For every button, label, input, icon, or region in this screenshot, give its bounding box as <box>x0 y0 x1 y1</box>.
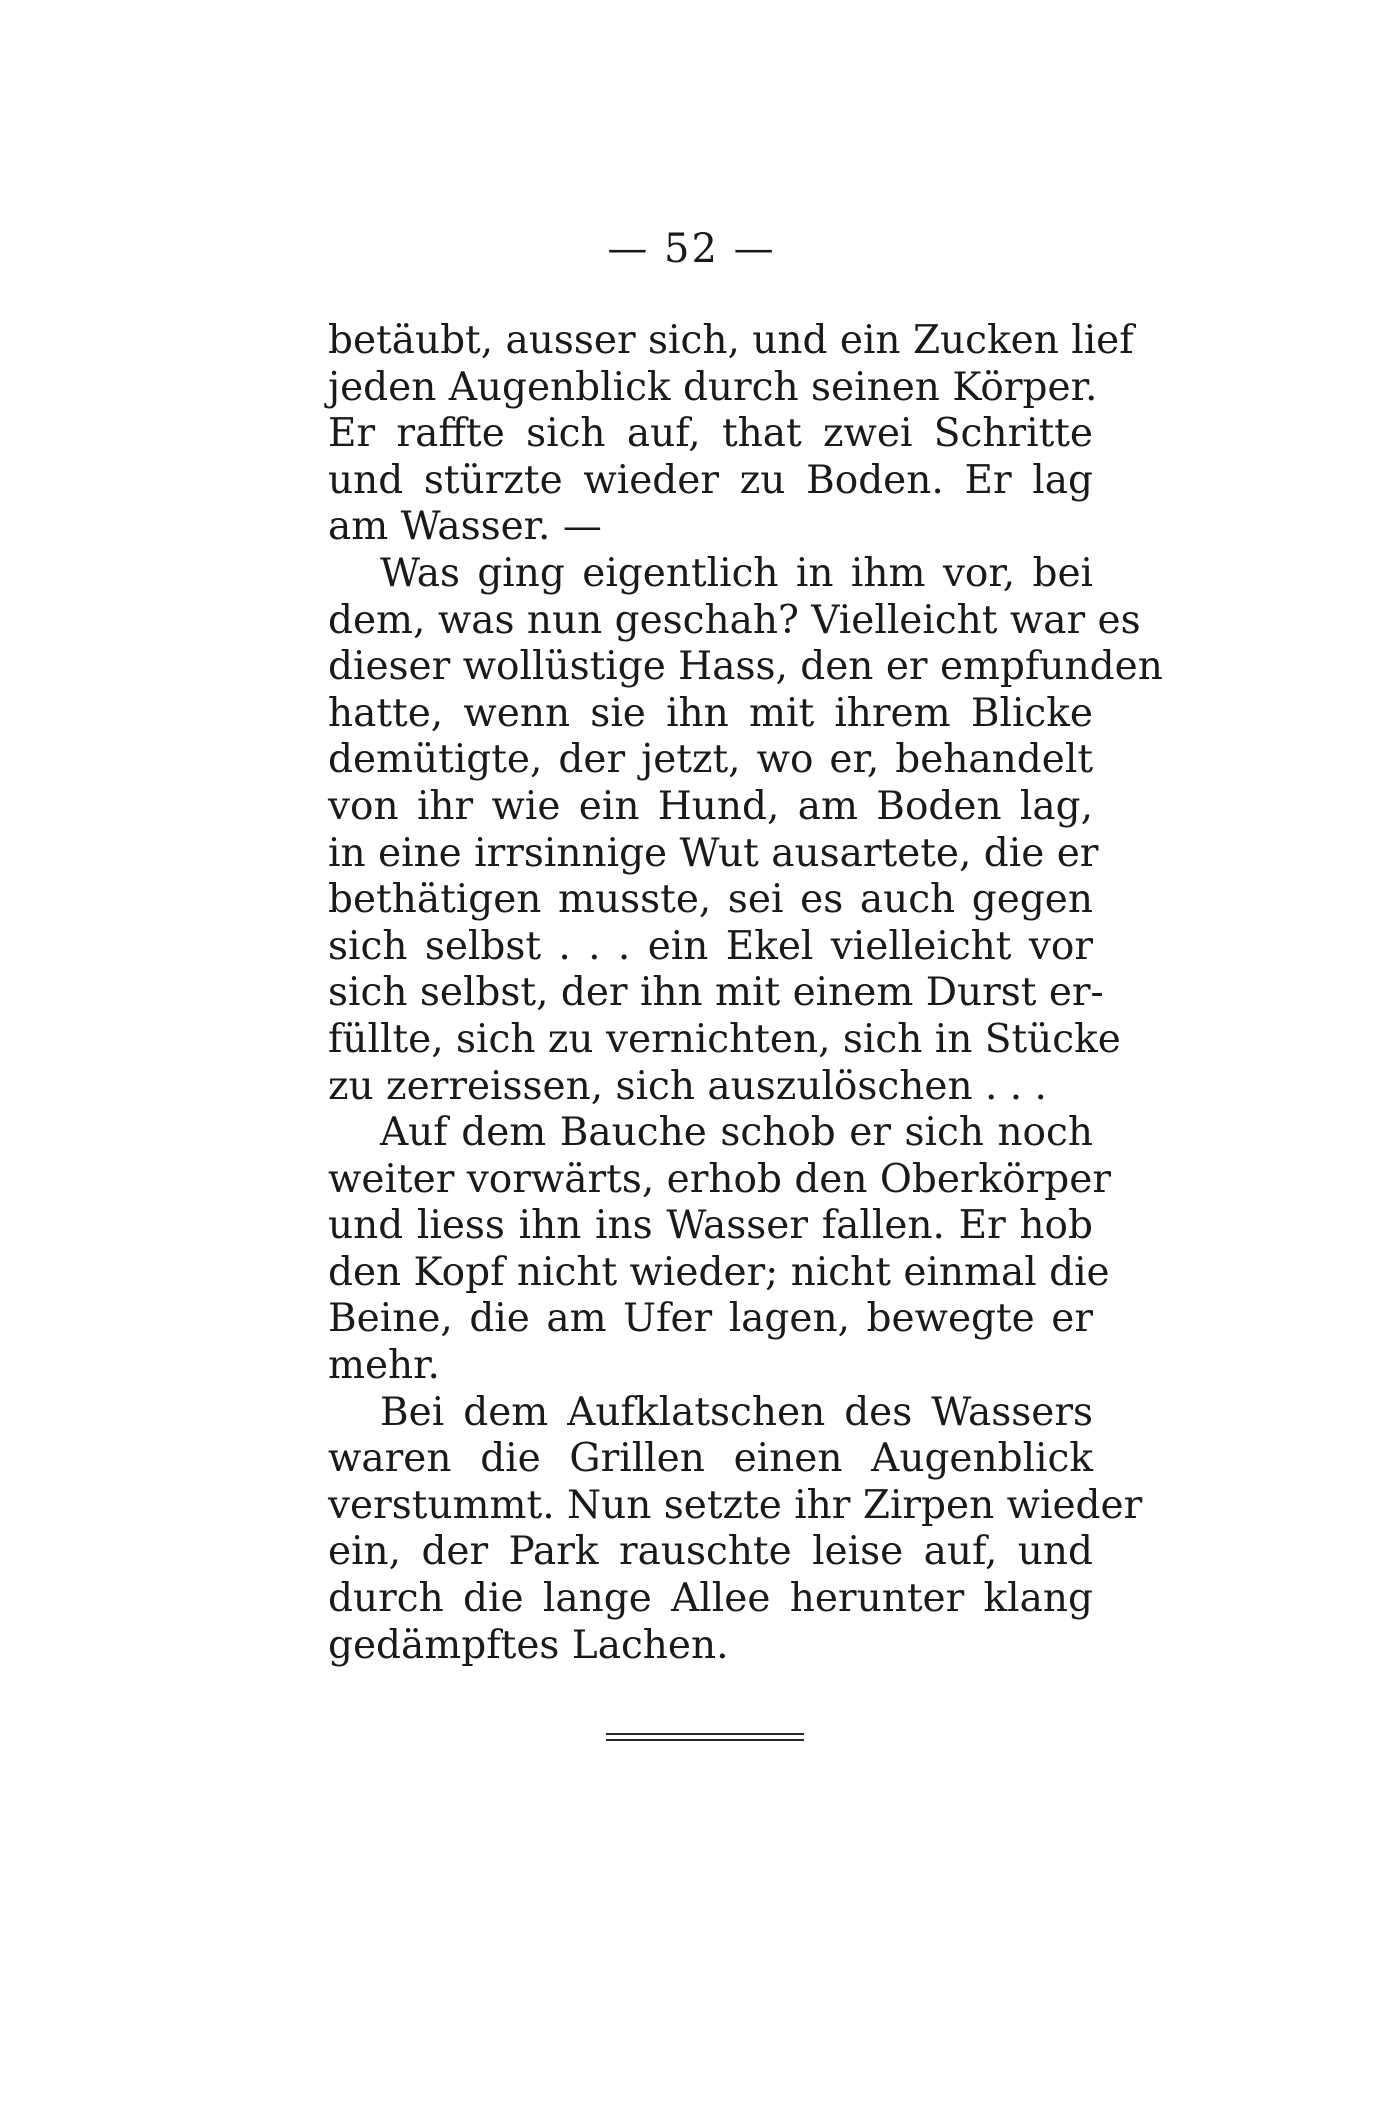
text-line: hatte, wenn sie ihn mit ihrem Blicke <box>328 690 1093 736</box>
text-line: Beine, die am Ufer lagen, bewegte er <box>328 1296 1093 1342</box>
text-line: Auf dem Bauche schob er sich noch <box>380 1110 1093 1156</box>
text-line: Bei dem Aufklatschen des Wassers <box>380 1389 1093 1435</box>
text-line: verstummt. Nun setzte ihr Zirpen wieder <box>328 1482 1143 1528</box>
text-line: und liess ihn ins Wasser fallen. Er hob <box>328 1203 1093 1249</box>
paragraph-2 <box>328 550 1163 1110</box>
text-line: füllte, sich zu vernichten, sich in Stücke <box>328 1016 1121 1062</box>
page-number: — 52 — <box>607 226 776 272</box>
text-line: bethätigen musste, sei es auch gegen <box>328 877 1093 923</box>
rule-line <box>606 1733 804 1735</box>
text-line: am Wasser. — <box>328 504 602 550</box>
text-line: dieser wollüstige Hass, den er empfunden <box>328 644 1163 690</box>
text-line: waren die Grillen einen Augenblick <box>328 1436 1093 1482</box>
text-line: sich selbst, der ihn mit einem Durst er- <box>328 970 1104 1016</box>
text-line: demütigte, der jetzt, wo er, behandelt <box>328 737 1093 783</box>
text-line: mehr. <box>328 1343 440 1389</box>
text-line: und stürzte wieder zu Boden. Er lag <box>328 457 1093 503</box>
text-line: Er raffte sich auf, that zwei Schritte <box>328 411 1093 457</box>
text-line: den Kopf nicht wieder; nicht einmal die <box>328 1249 1110 1295</box>
text-line: weiter vorwärts, erhob den Oberkörper <box>328 1156 1111 1202</box>
paragraph-1 <box>328 318 1134 551</box>
text-line: von ihr wie ein Hund, am Boden lag, <box>328 783 1093 829</box>
end-double-rule <box>606 1733 804 1741</box>
text-line: zu zerreissen, sich auszulöschen . . . <box>328 1063 1047 1109</box>
text-line: sich selbst . . . ein Ekel vielleicht vor <box>328 923 1093 969</box>
paragraph-4 <box>328 1389 1143 1670</box>
text-line: jeden Augenblick durch seinen Körper. <box>328 364 1098 410</box>
rule-line <box>606 1739 804 1741</box>
body-text <box>328 318 1163 1669</box>
text-line: Was ging eigentlich in ihm vor, bei <box>380 550 1093 596</box>
text-line: gedämpftes Lachen. <box>328 1622 729 1668</box>
paragraph-3 <box>328 1110 1111 1390</box>
text-line: ein, der Park rauschte leise auf, und <box>328 1529 1093 1575</box>
text-line: durch die lange Allee herunter klang <box>328 1576 1093 1622</box>
text-line: in eine irrsinnige Wut ausartete, die er <box>328 830 1099 876</box>
text-line: betäubt, ausser sich, und ein Zucken lief <box>328 318 1134 363</box>
text-line: dem, was nun geschah? Vielleicht war es <box>328 597 1141 643</box>
